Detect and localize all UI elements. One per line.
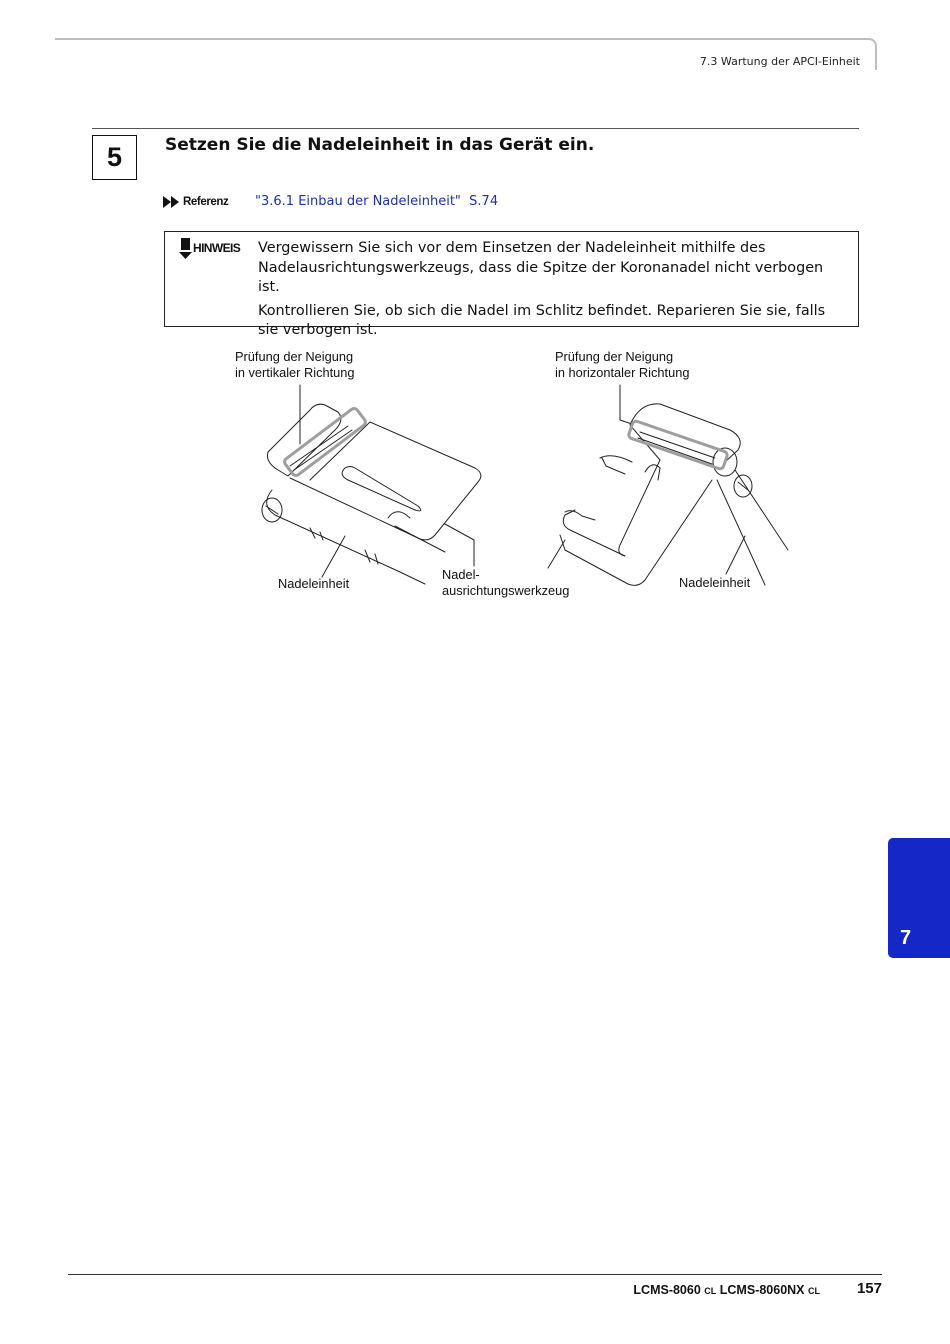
note-box	[164, 231, 859, 338]
label-needle-unit-right: Nadeleinheit	[679, 575, 751, 590]
note-paragraph: Kontrollieren Sie, ob sich die Nadel im Schlitz befindet. Reparieren Sie sie, falls sie verbogen ist.	[258, 302, 826, 338]
step-divider	[92, 128, 859, 129]
label-line: Prüfung der Neigung	[555, 349, 674, 364]
label-line: in vertikaler Richtung	[235, 364, 355, 380]
page-number: 157	[856, 1280, 882, 1297]
step-number: 5	[92, 135, 137, 180]
footer-rule	[68, 1274, 882, 1275]
reference-label: Referenz	[183, 196, 229, 208]
label-horizontal-check	[555, 349, 689, 380]
note-icon	[179, 238, 193, 260]
label-line: in horizontaler Richtung	[555, 364, 690, 380]
note-paragraph: Vergewissern Sie sich vor dem Einsetzen der Nadeleinheit mithilfe des Nadelausrichtungswerkzeugs, dass die Spitze der Koronanadel nicht verbogen ist.	[258, 240, 824, 295]
chapter-number: 7	[900, 927, 912, 949]
label-line: Prüfung der Neigung	[235, 349, 354, 364]
reference-link[interactable]: "3.6.1 Einbau der Nadeleinheit" S.74	[255, 194, 499, 209]
footer-product	[633, 1283, 820, 1297]
label-vertical-check	[235, 349, 355, 380]
label-line: Nadel-	[442, 567, 480, 582]
product-suffix: CL	[808, 1286, 820, 1296]
product-name: LCMS-8060NX	[719, 1283, 805, 1297]
product-name: LCMS-8060	[633, 1283, 701, 1297]
label-alignment-tool	[442, 567, 569, 598]
needle-alignment-figure	[220, 340, 800, 610]
step-title: Setzen Sie die Nadeleinheit in das Gerät ein.	[165, 135, 595, 155]
note-label: HINWEIS	[193, 241, 241, 255]
label-line: ausrichtungswerkzeug	[442, 582, 570, 598]
label-needle-unit-left: Nadeleinheit	[278, 576, 350, 591]
note-text	[258, 239, 848, 345]
chapter-tab[interactable]	[888, 838, 950, 958]
running-header: 7.3 Wartung der APCI-Einheit	[699, 55, 860, 68]
double-arrow-icon	[163, 195, 181, 209]
product-suffix: CL	[704, 1286, 717, 1296]
